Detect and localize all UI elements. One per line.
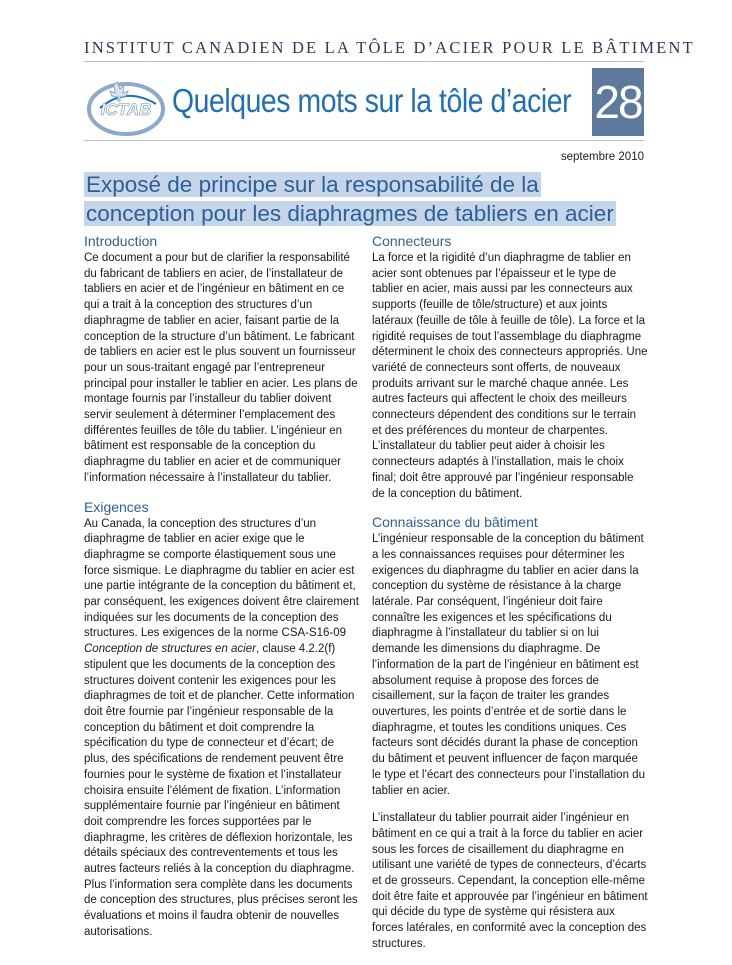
left-column (84, 233, 360, 953)
organization-name: INSTITUT CANADIEN DE LA TÔLE D’ACIER POUR LE BÂTIMENT (84, 38, 695, 57)
document-title (84, 170, 644, 228)
section-exigences (84, 499, 360, 941)
exigences-body: Au Canada, la conception des structures d’un diaphragme de tablier en acier exige que le diaphragme se comporte élastiquement sous une force sismique. Le diaphragme du tablier en acier est une partie intégrante de la conception du bâtiment et, par conséquent, les exigences doivent être clairement indiquées sur les documents de la conception des structures. Les exigences de la norme CSA-S16-09 Conception de structures en acier, clause 4.2.2(f) stipulent que les documents de la conception des structures doivent contenir les exigences pour les diaphragmes de toit et de plancher. Cette information doit être fournie par l’ingénieur responsable de la conception du bâtiment et doit comprendre la spécification du type de connecteur et d’écart; de plus, des spécifications de rendement peuvent être fournies pour le système de fixation et l’installateur choisira ensuite l’élément de fixation. L’information supplémentaire fournie par l’ingénieur en bâtiment doit comprendre les forces supportées par le diaphragme, les critères de déflexion horizontale, les détails spéciaux des contreventements et tous les autres facteurs reliés à la conception du diaphragme. Plus l’information sera complète dans les documents de conception des structures, plus précises seront les évaluations et moins il faudra obtenir de nouvelles autorisations. (84, 517, 359, 938)
header-rule-top (84, 61, 644, 62)
exigences-heading: Exigences (84, 498, 149, 515)
standard-title: Conception de structures en acier (84, 643, 256, 656)
introduction-heading: Introduction (84, 233, 158, 249)
issue-number-badge: 28 (592, 68, 644, 136)
connecteurs-heading: Connecteurs (372, 233, 452, 249)
connecteurs-body: La force et la rigidité d’un diaphragme de tablier en acier sont obtenues par l’épaisseur et le type de tablier en acier, mais aussi par les connecteurs aux supports (feuille de tôle/structure) et aux joints latéraux (feuille de tôle à feuille de tôle). La force et la rigidité requises de tout l’assemblage du diaphragme déterminent le choix des connecteurs appropriés. Une variété de connecteurs sont offerts, de nouveaux produits arrivant sur le marché chaque année. Les autres facteurs qui affectent le choix des meilleurs connecteurs dépendent des conditions sur le terrain et des préférences du monteur de charpentes. L’installateur du tablier peut aider à choisir les connecteurs adaptés à l’installation, mais le choix final; doit être approuvé par l’ingénieur responsable de la conception du bâtiment. (372, 252, 648, 500)
title-line-1: Exposé de principe sur la responsabilité de la (86, 172, 539, 197)
logo-text: ICTAB (100, 100, 152, 119)
ictab-logo (86, 76, 166, 136)
introduction-body: Ce document a pour but de clarifier la responsabilité du fabricant de tabliers en acier, de l’installateur de tabliers en acier et de l’ingénieur en bâtiment en ce qui a trait à la conception des structures d’un diaphragme de tablier en acier, faisant partie de la conception de la structure d’un bâtiment. Le fabricant de tabliers en acier est le plus souvent un fournisseur pour un sous-traitant engagé par l’entrepreneur principal pour installer le tablier en acier. Les plans de montage fournis par l’installeur du tablier doivent servir seulement à déterminer l’emplacement des différentes feuilles de tôle du tablier. L’ingénieur en bâtiment est responsable de la conception du diaphragme du tablier en acier et de communiquer l’information nécessaire à l’installateur du tablier. (84, 252, 358, 484)
publication-date: septembre 2010 (560, 151, 644, 163)
right-column (372, 233, 648, 965)
header-rule-bottom (84, 140, 644, 141)
title-line-2: conception pour les diaphragmes de tabliers en acier (86, 201, 614, 226)
connaissance-body-2: L’installateur du tablier pourrait aider l’ingénieur en bâtiment en ce qui a trait à la force du tablier en acier sous les forces de cisaillement du diaphragme en utilisant une variété de types de connecteurs, d’écarts et de grosseurs. Cependant, la conception elle-même doit être faite et approuvée par l’ingénieur en bâtiment qui décide du type de système qui résistera aux forces latérales, en conformité avec la conception des structures. (372, 812, 648, 950)
section-connecteurs (372, 233, 648, 502)
connaissance-body-1: L’ingénieur responsable de la conception du bâtiment a les connaissances requises pour déterminer les exigences du diaphragme du tablier en acier dans la conception du système de résistance à la charge latérale. Par conséquent, l’ingénieur doit faire connaître les exigences et les spécifications du diaphragme à l’installateur du tablier si on lui demande les dimensions du diaphragme. De l’information de la part de l’ingénieur en bâtiment est absolument requise à propose des forces de cisaillement, sur la façon de traiter les grandes ouvertures, les points d’entrée et de sortie dans le diaphragme, et toutes les conditions uniques. Ces facteurs sont décidés durant la phase de conception du bâtiment et peuvent influencer de façon marquée le type et l’écart des connecteurs pour l’installation du tablier en acier. (372, 533, 645, 797)
section-connaissance (372, 514, 648, 952)
section-introduction (84, 233, 360, 487)
connaissance-heading: Connaissance du bâtiment (372, 514, 538, 531)
publication-title: Quelques mots sur la tôle d’acier (172, 82, 572, 119)
